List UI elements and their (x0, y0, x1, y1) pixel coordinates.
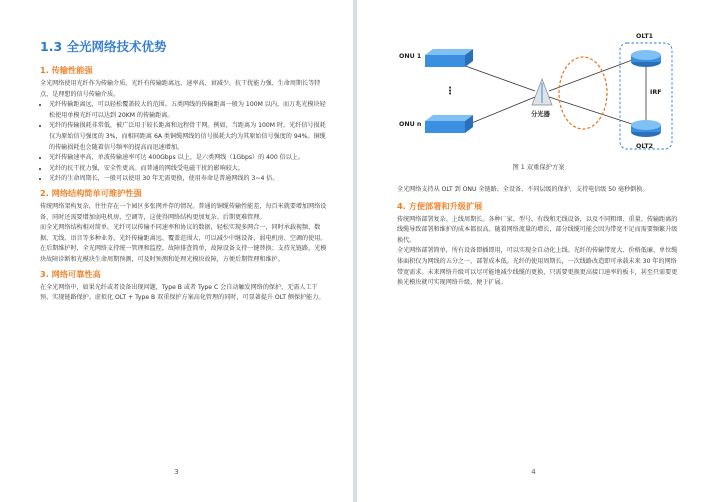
heading-structure: 2. 网络结构简单可维护性强 (40, 187, 142, 198)
heading-reliability: 3. 网络可靠性高 (40, 268, 101, 279)
figure-caption: 图 1 双重保护方案 (512, 164, 565, 171)
paragraph: 全光网络支持从 OLT 到 ONU 全链路、全设备、不同层级的保护，支持电信级 50 毫秒倒换。 (397, 186, 649, 193)
link-onu1-splitter (457, 63, 535, 91)
page-left (0, 0, 353, 502)
section-title: 1.3 全光网络技术优势 (40, 39, 167, 54)
olt1-icon (631, 50, 661, 67)
irf-label: IRF (650, 89, 662, 96)
page-number: 4 (531, 468, 536, 476)
onu1-label: ONU 1 (399, 53, 422, 60)
paragraph: 传统网络架构复杂，往往存在一个园区多张网并存的情况。普通的铜缆传输性能差，每百米就要增加网络设备，同时还需要增加弱电机房、空调等，这使得网络结构更加复杂、后期更难管理。 (40, 202, 327, 221)
olt1-label: OLT1 (636, 33, 653, 40)
olt2-label: OLT2 (636, 143, 653, 150)
paragraph: 全光网络使用光纤作为传输介质，光纤有传输距离远、速率高、衰减少、抗干扰能力强、生命周期长等特点，是理想的信号传输介质。 (40, 80, 321, 98)
list-item: • 光纤的生命周期长，一般可以使用 30 年无需更换，使用寿命是普通网线的 3~4 倍。 (49, 174, 327, 185)
paragraph: 传统网络部署复杂、上线周期长。各种厂家、型号、有线和无线设备，以及不同粗细、重量、传输距离的线缆导致部署和维护的成本都很高。随着网络流量的增长，部分线缆可能会因为带宽不足而需要频繁升级换代。 (397, 215, 678, 244)
dots-label: ⋮ (445, 86, 455, 97)
list-item: • 光纤传输速率高，单波传输速率可达 400Gbps 以上，是六类网线（1Gbps）的 400 倍以上。 (49, 153, 327, 164)
onun-icon (425, 115, 473, 133)
list-item: • 光纤的抗干扰力强，安全性更高。而普通的网线受电磁干扰的影响较大。 (49, 164, 327, 175)
list-item: • 光纤传输距离远，可以轻松覆盖较大的范围。五类网线的传输距离一般为 100M 以内，而万兆光模块轻松使用单模光纤可以达到 20KM 的传输距离。 (49, 100, 327, 121)
splitter-label: 分光器 (531, 111, 550, 118)
heading-transmission: 1. 传输性能强 (40, 65, 93, 75)
onu1-icon (425, 49, 473, 67)
network-topology (397, 31, 680, 156)
olt2-icon (631, 120, 661, 137)
onun-label: ONU n (399, 121, 422, 128)
splitter-icon (532, 79, 552, 105)
page-number: 3 (174, 468, 179, 476)
bullet-list (40, 100, 327, 185)
paragraph: 而全光网络结构相对简单，光纤可以传输不同速率和协议的数据，轻松实现多网合一，同时承载视频、数据、无线、语音等多种业务。光纤传输距离远、覆盖范围大，可以减少中继设备、弱电机房、空调的使用。在后期维护时，全光网络支持统一管理和监控，故障排查简单，故障设备支持一键替换；支持光链路、光模块故障诊断和光模块生命周期预测，可及时预测和处理光模块故障，方便后期管理和维护。 (40, 224, 327, 263)
heading-deployment: 4. 方便部署和升级扩展 (397, 200, 483, 211)
list-item: • 光纤的传输损耗非常低，被广泛用于较长距离和远程骨干网。例如，当距离为 100M 时，光纤信号损耗仅为原始信号强度的 3%，而相同距离 6A 类铜缆网线的信号损耗大约为其原始信号强度的 94%。铜缆的传输损耗也会随着信号频率的提高而迅速增加。 (49, 121, 327, 153)
page-right (357, 0, 710, 502)
paragraph: 在全光网络中，如果光纤或者设备出现问题，Type B 或者 Type C 会自动触发网络的保护，无需人工干预，实现链路保护。虚拟化 OLT + Type B 双重保护方案高化管理的同时，可显著提升 OLT 侧保护能力。 (40, 283, 325, 302)
protection-diagram (397, 31, 680, 156)
protection-ellipse (559, 57, 607, 129)
paragraph: 全光网络部署简单，所有设备即插即用，可以实现全自动化上线。光纤的传输带宽大、价格低廉、单位缆体面积仅为网线的五分之一，部署成本低。光纤的使用周期长，一次线路改造即可承载未来 30 年的网络带宽需求。未来网络升级可以尽可能地减少线缆的更换，只需要更换更高接口速率的板卡，甚至只需要更换光模块就可实现网络升级，便于扩展。 (397, 247, 678, 287)
